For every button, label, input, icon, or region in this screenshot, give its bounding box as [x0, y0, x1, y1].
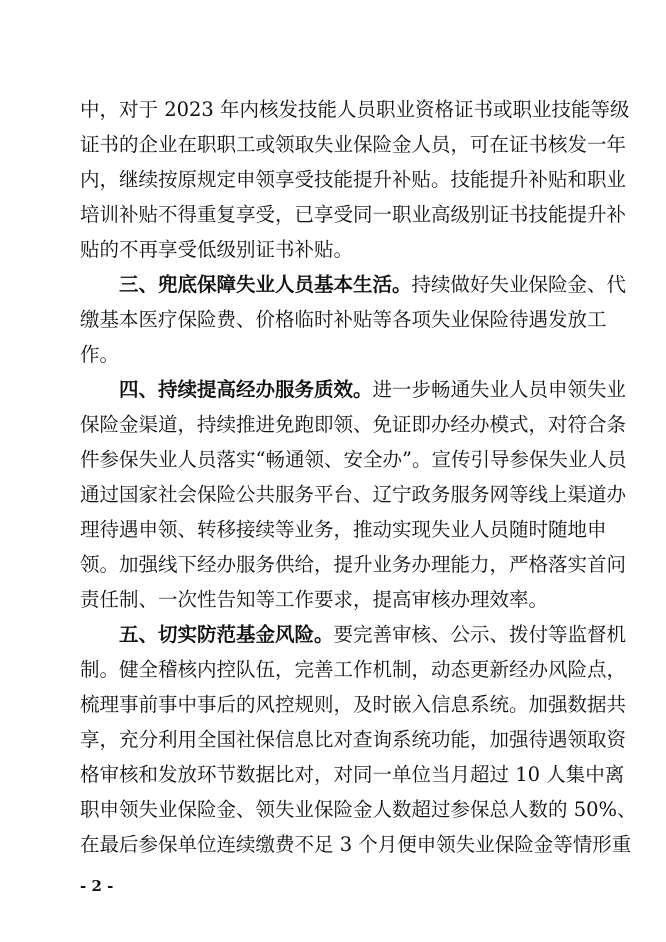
- body-line: 享，充分利用全国社保信息比对查询系统功能，加强待遇领取资: [80, 728, 627, 751]
- body-line: 制。健全稽核内控队伍，完善工作机制，动态更新经办风险点，: [80, 658, 627, 681]
- body-line: 格审核和发放环节数据比对，对同一单位当月超过 10 人集中离: [80, 763, 625, 786]
- body-line: 培训补贴不得重复享受，已享受同一职业高级别证书技能提升补: [80, 203, 627, 226]
- section-five-heading: 五、切实防范基金风险。: [119, 623, 334, 646]
- section-three-first-line: [119, 271, 627, 299]
- body-line: 证书的企业在职职工或领取失业保险金人员，可在证书核发一年: [80, 133, 627, 156]
- body-line: 通过国家社会保险公共服务平台、辽宁政务服务网等线上渠道办: [80, 483, 627, 506]
- section-three-heading: 三、兜底保障失业人员基本生活。: [119, 273, 412, 296]
- body-line: 保险金渠道，持续推进免跑即领、免证即办经办模式，对符合条: [80, 413, 627, 436]
- body-line: 中，对于 2023 年内核发技能人员职业资格证书或职业技能等级: [80, 98, 630, 121]
- body-line: 在最后参保单位连续缴费不足 3 个月便申领失业保险金等情形重: [80, 833, 632, 856]
- body-line: 缴基本医疗保险费、价格临时补贴等各项失业保险待遇发放工: [80, 308, 607, 331]
- page-number: - 2 -: [80, 877, 114, 895]
- body-line: 领。加强线下经办服务供给，提升业务办理能力，严格落实首问: [80, 553, 627, 576]
- body-text: 要完善审核、公示、拨付等监督机: [333, 623, 627, 646]
- body-line: 内，继续按原规定申领享受技能提升补贴。技能提升补贴和职业: [80, 168, 627, 191]
- section-four-first-line: [119, 376, 627, 404]
- body-text: 持续做好失业保险金、代: [411, 273, 627, 296]
- body-line: 贴的不再享受低级别证书补贴。: [80, 238, 354, 261]
- body-line: 责任制、一次性告知等工作要求，提高审核办理效率。: [80, 588, 549, 611]
- body-text: 进一步畅通失业人员申领失业: [372, 378, 627, 401]
- body-line: 件参保失业人员落实“畅通领、安全办”。宣传引导参保失业人员: [80, 448, 627, 471]
- body-line: 作。: [80, 343, 120, 366]
- section-four-heading: 四、持续提高经办服务质效。: [119, 378, 373, 401]
- body-line: 职申领失业保险金、领失业保险金人数超过参保总人数的 50%、: [80, 798, 637, 821]
- body-line: 理待遇申领、转移接续等业务，推动实现失业人员随时随地申: [80, 518, 607, 541]
- section-five-first-line: [119, 621, 627, 649]
- body-line: 梳理事前事中事后的风控规则，及时嵌入信息系统。加强数据共: [80, 693, 627, 716]
